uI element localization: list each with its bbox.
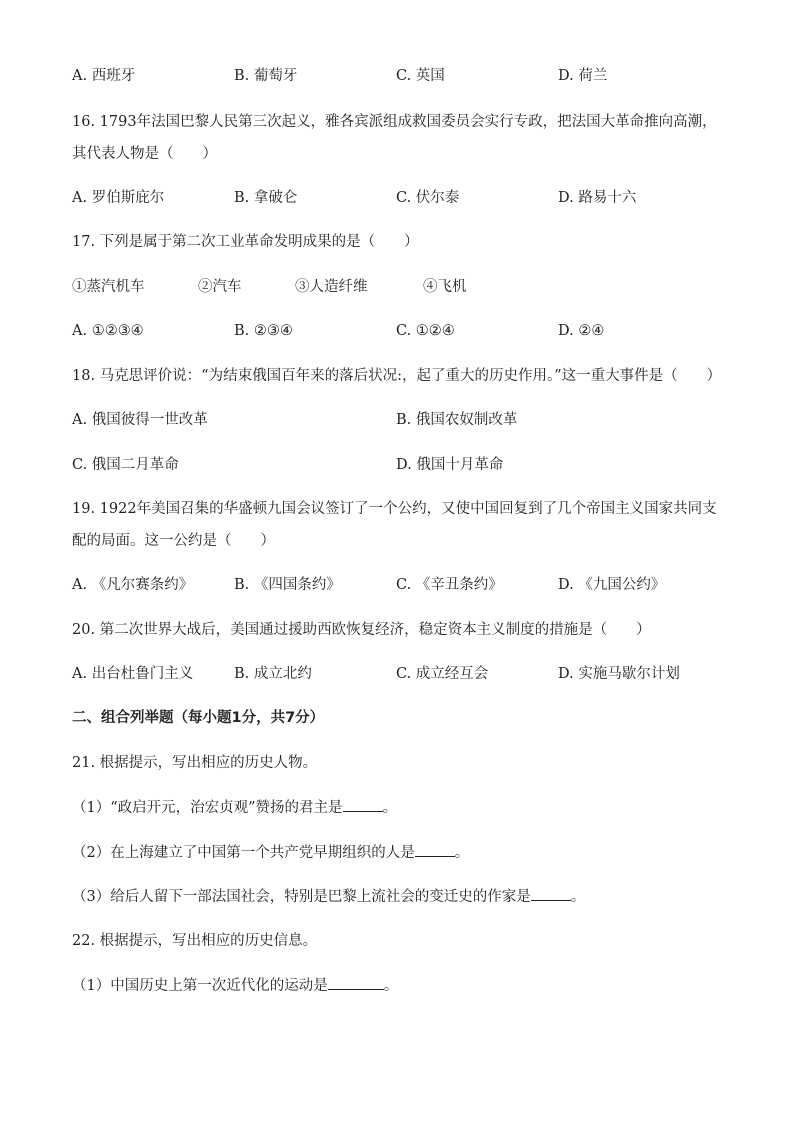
- q17-items: [72, 277, 722, 297]
- q22-stem: 22. 根据提示，写出相应的历史信息。: [72, 933, 318, 949]
- q17-options: [72, 321, 722, 341]
- q18-option-a[interactable]: A. 俄国彼得一世改革: [72, 412, 208, 428]
- q21-sub2-blank[interactable]: [415, 842, 455, 857]
- q22-sub1-blank[interactable]: [328, 975, 384, 990]
- q18-option-b[interactable]: B. 俄国农奴制改革: [396, 412, 518, 428]
- q15-option-d[interactable]: D. 荷兰: [558, 68, 608, 84]
- section-2-heading: 二、组合列举题（每小题1分，共7分）: [72, 710, 325, 726]
- q16-option-d[interactable]: D. 路易十六: [558, 190, 637, 206]
- q15-option-c[interactable]: C. 英国: [396, 68, 445, 84]
- q20-option-b[interactable]: B. 成立北约: [234, 666, 312, 682]
- q19-option-d[interactable]: D. 《九国公约》: [558, 577, 666, 593]
- q21-sub2-end: 。: [454, 845, 470, 861]
- q21-sub3-end: 。: [570, 889, 586, 905]
- q21-sub1: [72, 797, 722, 818]
- q19-option-b[interactable]: B. 《四国条约》: [234, 577, 341, 593]
- q21-sub1-blank[interactable]: [343, 797, 383, 812]
- q20-option-d[interactable]: D. 实施马歇尔计划: [558, 666, 680, 682]
- q21-sub1-end: 。: [382, 800, 398, 816]
- q16-option-b[interactable]: B. 拿破仑: [234, 190, 298, 206]
- q17-item-1: ①蒸汽机车: [72, 279, 145, 295]
- q16-option-c[interactable]: C. 伏尔泰: [396, 190, 460, 206]
- q20-option-c[interactable]: C. 成立经互会: [396, 666, 489, 682]
- q21-stem: 21. 根据提示，写出相应的历史人物。: [72, 755, 318, 771]
- q18-stem: 18. 马克思评价说：“为结束俄国百年来的落后状况:，起了重大的历史作用。”这一重大事件是（ ）: [72, 368, 722, 384]
- q16-stem: 16. 1793年法国巴黎人民第三次起义，雅各宾派组成救国委员会实行专政，把法国大革命推向高潮，其代表人物是（ ）: [72, 114, 717, 162]
- q17-item-2: ②汽车: [198, 279, 242, 295]
- q15-option-b[interactable]: B. 葡萄牙: [234, 68, 298, 84]
- q22-sub1: [72, 975, 722, 996]
- q17-stem: 17. 下列是属于第二次工业革命发明成果的是（ ）: [72, 234, 419, 250]
- q19-options: [72, 575, 722, 595]
- q19-option-a[interactable]: A. 《凡尔赛条约》: [72, 577, 194, 593]
- q19-stem: 19. 1922年美国召集的华盛顿九国会议签订了一个公约，又使中国回复到了几个帝国主义国家共同支配的局面。这一公约是（ ）: [72, 501, 717, 549]
- q18-option-d[interactable]: D. 俄国十月革命: [396, 457, 504, 473]
- q22-sub1-text: （1）中国历史上第一次近代化的运动是: [72, 978, 328, 994]
- q22-sub1-end: 。: [383, 978, 399, 994]
- q17-option-a[interactable]: A. ①②③④: [72, 323, 144, 339]
- q21-sub3: [72, 886, 722, 907]
- q18-options-row2: [72, 455, 722, 475]
- q20-option-a[interactable]: A. 出台杜鲁门主义: [72, 666, 194, 682]
- q17-option-c[interactable]: C. ①②④: [396, 323, 455, 339]
- q21-sub2-text: （2）在上海建立了中国第一个共产党早期组织的人是: [72, 845, 415, 861]
- q17-item-3: ③人造纤维: [295, 279, 368, 295]
- q16-options: [72, 188, 722, 208]
- q15-options: [72, 66, 722, 86]
- q20-stem: 20. 第二次世界大战后，美国通过援助西欧恢复经济，稳定资本主义制度的措施是（ ）: [72, 622, 651, 638]
- q17-item-4: ④飞机: [423, 279, 467, 295]
- q18-option-c[interactable]: C. 俄国二月革命: [72, 457, 179, 473]
- q17-option-b[interactable]: B. ②③④: [234, 323, 293, 339]
- q18-options-row1: [72, 410, 722, 430]
- q17-option-d[interactable]: D. ②④: [558, 323, 605, 339]
- q21-sub3-text: （3）给后人留下一部法国社会，特别是巴黎上流社会的变迁史的作家是: [72, 889, 531, 905]
- q21-sub1-text: （1）“政启开元，治宏贞观”赞扬的君主是: [72, 800, 343, 816]
- q21-sub2: [72, 842, 722, 863]
- q21-sub3-blank[interactable]: [531, 886, 571, 901]
- q16-option-a[interactable]: A. 罗伯斯庇尔: [72, 190, 165, 206]
- q20-options: [72, 664, 722, 684]
- q19-option-c[interactable]: C. 《辛丑条约》: [396, 577, 503, 593]
- q15-option-a[interactable]: A. 西班牙: [72, 68, 136, 84]
